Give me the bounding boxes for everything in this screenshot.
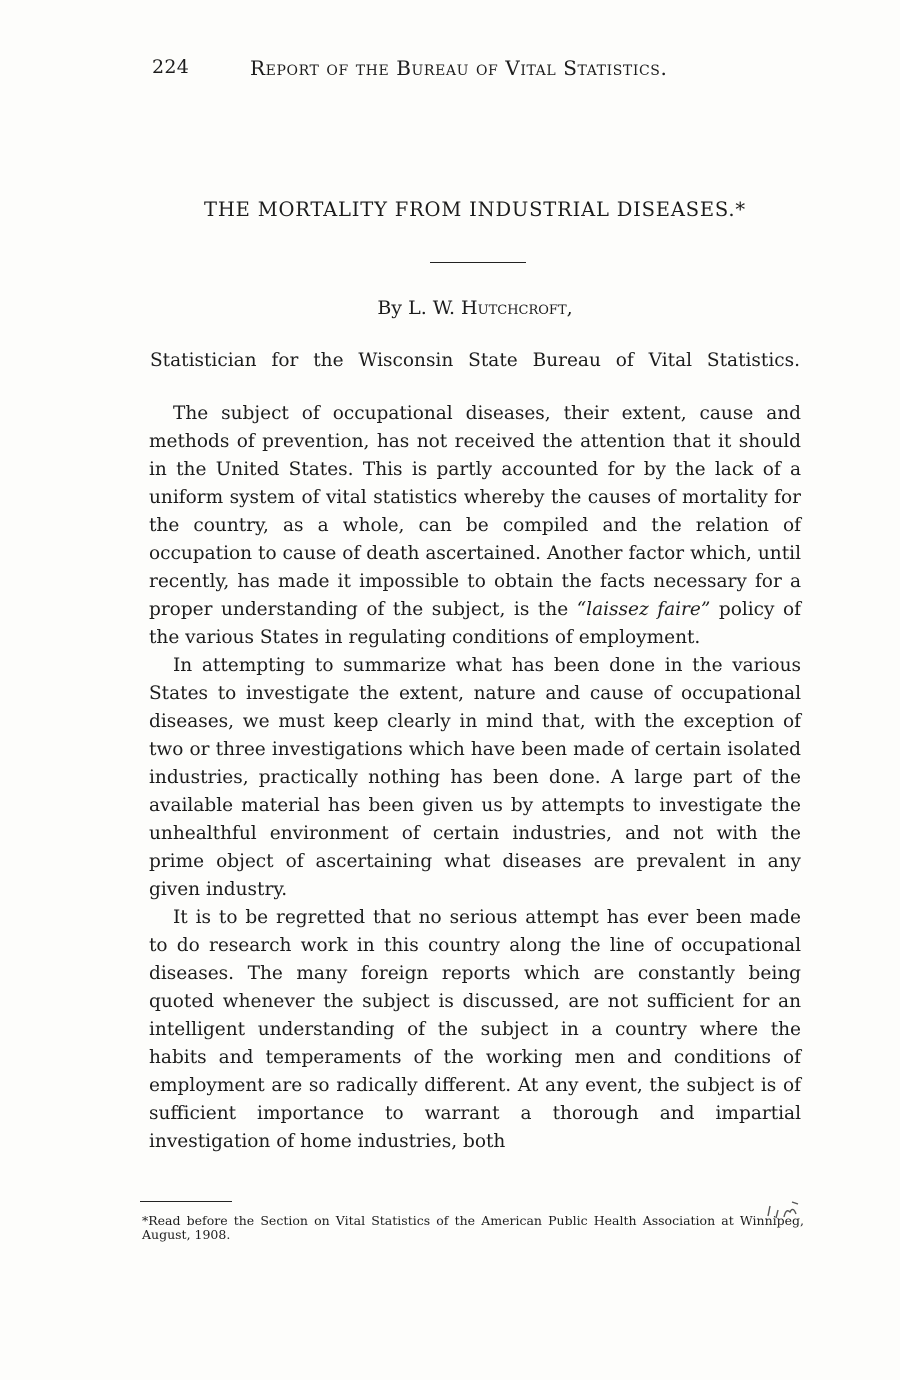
- byline-prefix: By: [377, 297, 409, 319]
- article-body: [149, 400, 801, 1156]
- italic-phrase: “laissez faire”: [576, 599, 711, 620]
- article-title: THE MORTALITY FROM INDUSTRIAL DISEASES.*: [204, 198, 746, 221]
- paragraph-3: It is to be regretted that no serious attempt has ever been made to do research work in this country along the line of occupational diseases. The many foreign reports which are constantly being quoted whenever the subject is discussed, are not sufficient for an intelligent understanding of the subject in a country where the habits and temperaments of the working men and conditions of employment are so radically different. At any event, the subject is of sufficient importance to warrant a thorough and impartial investigation of home industries, both: [149, 907, 801, 1152]
- title-divider: [430, 262, 526, 263]
- paragraph-2: In attempting to summarize what has been done in the various States to investigate the extent, nature and cause of occupational diseases, we must keep clearly in mind that, with the exception of two or three investigations which have been made of certain isolated industries, practically nothing has been done. A large part of the available material has been given us by attempts to investigate the unhealthful environment of certain industries, and not with the prime object of ascertaining what diseases are prevalent in any given industry.: [149, 655, 801, 900]
- paragraph-1: The subject of occupational diseases, their extent, cause and methods of prevention, has not received the attention that it should in the United States. This is partly accounted for by the lack of a uniform system of vital statistics whereby the causes of mortality for the country, as a whole, can be compiled and the relation of occupation to cause of death ascertained. Another factor which, until recently, has made it impossible to obtain the facts necessary for a proper understanding of the subject, is the “laissez faire” policy of the various States in regulating conditions of employment.: [149, 403, 802, 648]
- author-name: L. W. Hutchcroft,: [408, 297, 573, 319]
- footnote: *Read before the Section on Vital Statistics of the American Public Health Association at Winnipeg, August, 1908.: [142, 1213, 804, 1242]
- footnote-divider: [140, 1201, 232, 1202]
- page-number: 224: [152, 56, 190, 78]
- running-head: Report of the Bureau of Vital Statistics.: [250, 56, 668, 80]
- byline: [150, 297, 800, 319]
- author-affiliation: Statistician for the Wisconsin State Bureau of Vital Statistics.: [150, 350, 800, 371]
